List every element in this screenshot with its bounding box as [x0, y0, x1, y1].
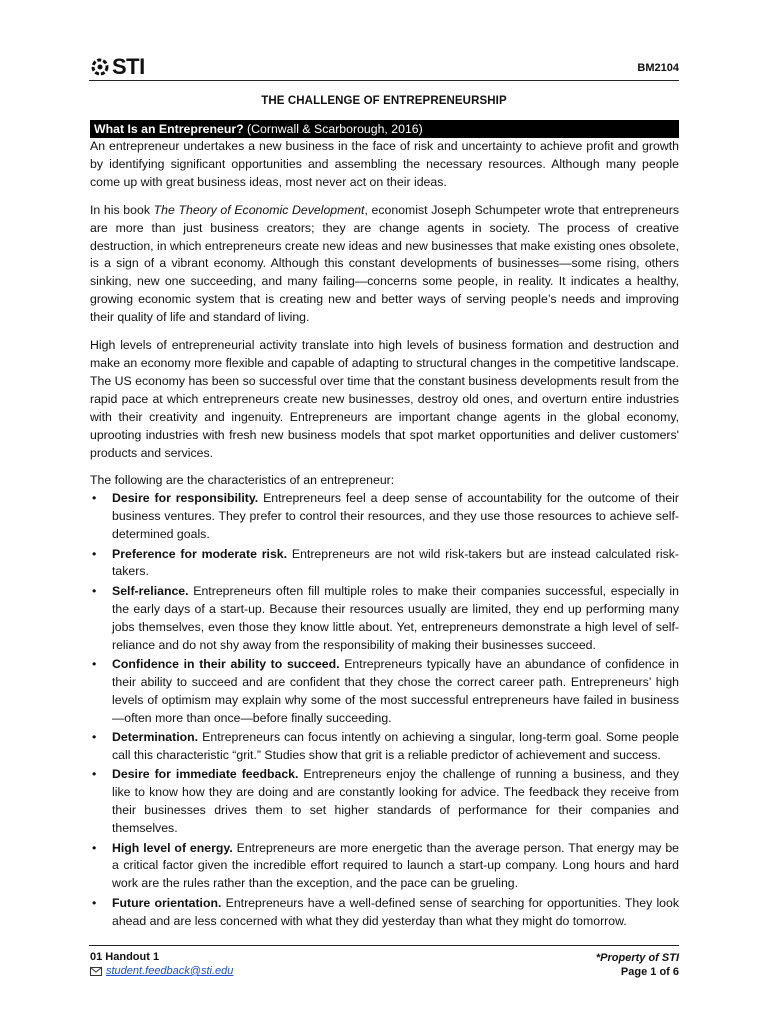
paragraph-economy: High levels of entrepreneurial activity translate into high levels of business formation and destruction and make an economy more flexible and capable of adapting to structural changes in the competitive landscape. The US economy has been so successful over time that the constant business developments result from the rapid pace at which entrepreneurs create new businesses, destroy old ones, and overturn entire industries with their creativity and ingenuity. Entrepreneurs are important change agents in the global economy, uprooting industries with fresh new business models that spot market opportunities and deliver customers' products and services.	[90, 338, 679, 460]
characteristic-term: Preference for moderate risk.	[112, 546, 288, 561]
characteristic-text: Entrepreneurs enjoy the challenge of running a business, and they like to know how they are doing and are constantly looking for advice. The feedback they receive from their businesses drives them to set higher standards of performance for their companies and themselves.	[112, 767, 679, 836]
list-item	[90, 729, 679, 765]
list-item	[90, 895, 679, 931]
bullet-icon: •	[92, 491, 97, 506]
section-heading-citation: (Cornwall & Scarborough, 2016)	[243, 122, 423, 136]
characteristic-text: Entrepreneurs feel a deep sense of accountability for the outcome of their business ventures. They prefer to control their resources, and they use those resources to achieve self-determined goals.	[112, 491, 679, 542]
characteristic-text: Entrepreneurs typically have an abundance of confidence in their ability to succeed and are confident that they chose the correct career path. Entrepreneurs’ high levels of optimism may explain why some of the most successful entrepreneurs have failed in business—often more than once—before finally succeeding.	[112, 656, 679, 725]
document-code: BM2104	[637, 62, 679, 74]
list-item	[90, 840, 679, 894]
book-title: The Theory of Economic Development	[153, 202, 365, 217]
list-intro: The following are the characteristics of an entrepreneur:	[90, 473, 395, 488]
characteristic-term: High level of energy.	[112, 840, 233, 855]
document-body	[90, 120, 679, 932]
paragraph-definition: An entrepreneur undertakes a new business in the face of risk and uncertainty to achieve profit and growth by identifying significant opportunities and assembling the necessary resources. Although many people come up with great business ideas, most never act on their ideas.	[90, 139, 679, 189]
bullet-icon: •	[92, 546, 97, 561]
characteristic-text: Entrepreneurs are not wild risk-takers but are instead calculated risk-takers.	[112, 546, 679, 579]
page-number: Page 1 of 6	[620, 966, 679, 978]
list-item	[90, 583, 679, 655]
footer-right	[596, 951, 679, 979]
bullet-icon: •	[92, 656, 97, 671]
list-item	[90, 766, 679, 838]
bullet-icon: •	[92, 895, 97, 910]
property-notice: *Property of STI	[595, 952, 679, 964]
paragraph-schumpeter	[90, 202, 679, 327]
paragraph-schumpeter-lead: In his book	[90, 202, 154, 217]
section-heading	[90, 120, 679, 138]
list-item	[90, 546, 679, 582]
sti-swirl-logo-icon	[90, 57, 110, 77]
list-item	[90, 656, 679, 728]
footer-divider	[89, 945, 679, 946]
bullet-icon: •	[92, 583, 97, 598]
sti-logo	[90, 54, 145, 80]
characteristic-term: Determination.	[112, 730, 199, 745]
email-link[interactable]: student.feedback@sti.edu	[106, 965, 234, 977]
characteristic-term: Future orientation.	[112, 895, 222, 910]
feedback-email	[90, 965, 233, 977]
header-divider	[89, 80, 679, 81]
handout-label: 01 Handout 1	[90, 951, 160, 963]
list-item	[90, 490, 679, 544]
page-title: THE CHALLENGE OF ENTREPRENEURSHIP	[261, 95, 507, 107]
characteristic-term: Desire for responsibility.	[112, 491, 259, 506]
bullet-icon: •	[92, 767, 97, 782]
characteristics-list	[90, 490, 679, 930]
bullet-icon: •	[92, 840, 97, 855]
bullet-icon: •	[92, 730, 97, 745]
characteristic-term: Self-reliance.	[112, 583, 189, 598]
envelope-icon	[90, 967, 102, 976]
characteristic-text: Entrepreneurs are more energetic than the average person. That energy may be a critical factor given the incredible effort required to launch a start-up company. Long hours and hard work are the rules rather than the exception, and the pace can be grueling.	[112, 840, 679, 891]
characteristic-text: Entrepreneurs often fill multiple roles to make their companies successful, especially in the early days of a start-up. Because their resources usually are limited, they end up performing many jobs themselves, even those they know little about. Yet, entrepreneurs demonstrate a high level of self-reliance and do not shy away from the responsibility of making their businesses succeed.	[112, 583, 679, 652]
logo-text: STI	[112, 54, 145, 79]
characteristic-text: Entrepreneurs have a well-defined sense of searching for opportunities. They look ahead and are less concerned with what they did yesterday than what they might do tomorrow.	[112, 895, 680, 928]
section-heading-bold: What Is an Entrepreneur?	[94, 122, 244, 136]
paragraph-schumpeter-body: , economist Joseph Schumpeter wrote that entrepreneurs are more than just business creators; they are change agents in society. The process of creative destruction, in which entrepreneurs create new ideas and new businesses that make existing ones obsolete, is a sign of a vibrant economy. Although this constant developments of businesses—some rising, others sinking, new one succeeding, and many failing—concerns some people, in reality. It indicates a healthy, growing economic system that is creating new and better ways of serving people’s needs and improving their quality of life and standard of living.	[90, 202, 680, 325]
characteristic-text: Entrepreneurs can focus intently on achieving a singular, long-term goal. Some people call this characteristic “grit.” Studies show that grit is a reliable predictor of achievement and success.	[112, 730, 679, 762]
characteristic-term: Desire for immediate feedback.	[112, 767, 299, 782]
characteristic-term: Confidence in their ability to succeed.	[112, 656, 340, 671]
